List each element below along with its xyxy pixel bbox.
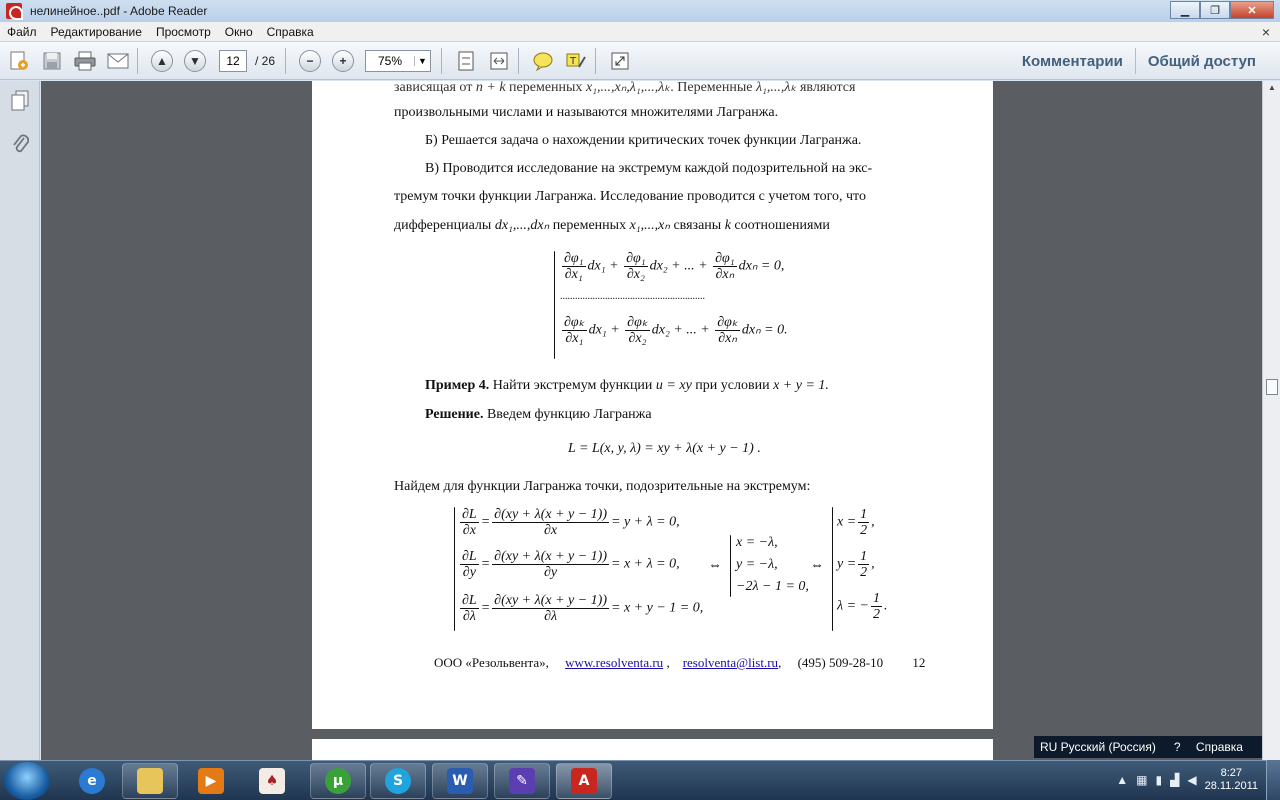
word-icon: W bbox=[447, 768, 473, 794]
next-pdf-page bbox=[312, 739, 993, 760]
maximize-button[interactable]: ❐ bbox=[1200, 1, 1230, 19]
lagrange-function: L = L(x, y, λ) = xy + λ(x + y − 1) . bbox=[568, 441, 761, 456]
plus-icon: + bbox=[332, 50, 354, 72]
equation-brace bbox=[730, 535, 731, 597]
navigation-pane bbox=[0, 81, 40, 760]
solution-x: x = $\frac{1}{2}$ , bbox=[837, 507, 875, 538]
print-icon[interactable] bbox=[71, 47, 99, 75]
comments-button[interactable]: Комментарии bbox=[1021, 52, 1123, 70]
fit-page-icon[interactable] bbox=[452, 47, 480, 75]
prev-page-button[interactable] bbox=[148, 47, 176, 75]
menu-window[interactable]: Окно bbox=[224, 24, 253, 39]
scroll-up-icon[interactable]: ▲ bbox=[1268, 83, 1276, 92]
help-icon: ? bbox=[1173, 740, 1181, 754]
clock-time: 8:27 bbox=[1220, 767, 1242, 779]
page-total: / 26 bbox=[255, 53, 276, 68]
taskbar-app-ie[interactable] bbox=[64, 763, 120, 799]
utorrent-icon: µ bbox=[325, 768, 351, 794]
text-line: произвольными числами и называются множителями Лагранжа. bbox=[394, 105, 779, 120]
solution-y: y = $\frac{1}{2}$ , bbox=[837, 549, 875, 580]
menu-bar bbox=[0, 22, 1280, 42]
window-controls bbox=[1170, 1, 1274, 19]
partial-derivative-lambda: $\frac{\partial L}{\partial\lambda}$ = $\frac{\partial(xy + \lambda(x + y - 1))}{\partial\lambda}$ = x + y − 1 = 0, bbox=[462, 593, 704, 624]
example-line: Пример 4. Найти экстремум функции u = xy при условии x + y = 1. bbox=[425, 378, 829, 393]
toolbar-divider bbox=[441, 48, 442, 74]
text-line: Б) Решается задача о нахождении критических точек функции Лагранжа. bbox=[425, 133, 862, 148]
equivalence-symbol: ⇔ bbox=[810, 558, 824, 573]
equation-brace bbox=[554, 251, 555, 359]
read-mode-icon[interactable] bbox=[606, 47, 634, 75]
minus-icon: − bbox=[299, 50, 321, 72]
toolbar-divider bbox=[137, 48, 138, 74]
menu-edit[interactable]: Редактирование bbox=[50, 24, 142, 39]
toolbar-right bbox=[1010, 42, 1268, 80]
taskbar-app-notepad[interactable] bbox=[494, 763, 550, 799]
partial-derivative-y: $\frac{\partial L}{\partial y}$ = $\frac{\partial(xy + \lambda(x + y - 1))}{\partial y}$ = x + λ = 0, bbox=[462, 549, 680, 580]
skype-icon: S bbox=[385, 768, 411, 794]
cards-icon: ♠ bbox=[259, 768, 285, 794]
media-player-icon: ▶ bbox=[198, 768, 224, 794]
ellipsis-row: .......................................................... bbox=[560, 291, 705, 302]
minimize-button[interactable]: ▁ bbox=[1170, 1, 1200, 19]
arrow-up-icon: ▲ bbox=[151, 50, 173, 72]
close-document-icon[interactable]: × bbox=[1261, 24, 1270, 40]
pdf-page bbox=[312, 81, 993, 729]
vertical-scrollbar[interactable] bbox=[1262, 81, 1280, 760]
internet-explorer-icon: e bbox=[79, 768, 105, 794]
show-desktop-button[interactable] bbox=[1266, 760, 1280, 800]
network-icon[interactable]: ▦ bbox=[1136, 773, 1148, 787]
equation-brace bbox=[832, 507, 833, 631]
save-icon[interactable] bbox=[38, 47, 66, 75]
next-page-button[interactable] bbox=[181, 47, 209, 75]
folder-icon bbox=[137, 768, 163, 794]
taskbar-app-adobe-reader[interactable] bbox=[556, 763, 612, 799]
toolbar-divider bbox=[595, 48, 596, 74]
svg-text:T: T bbox=[570, 55, 577, 67]
language-indicator[interactable]: RU Русский (Россия) bbox=[1040, 740, 1156, 754]
pen-icon: ✎ bbox=[509, 768, 535, 794]
system-line: y = −λ, bbox=[736, 557, 778, 572]
clock-date: 28.11.2011 bbox=[1204, 780, 1258, 792]
text-line: Найдем для функции Лагранжа точки, подозрительные на экстремум: bbox=[394, 479, 811, 494]
page-number: 12 bbox=[912, 655, 926, 670]
site-link[interactable]: www.resolventa.ru bbox=[565, 655, 664, 670]
equation-brace bbox=[454, 507, 455, 631]
language-bar bbox=[1034, 736, 1262, 758]
start-button[interactable] bbox=[4, 762, 50, 800]
tray-expand-icon[interactable]: ▲ bbox=[1116, 773, 1129, 787]
zoom-out-button[interactable] bbox=[296, 47, 324, 75]
system-line: −2λ − 1 = 0, bbox=[736, 579, 809, 594]
text-line: В) Проводится исследование на экстремум каждой подозрительной на экс- bbox=[425, 161, 873, 176]
title-bar bbox=[0, 0, 1280, 22]
partial-derivative-x: $\frac{\partial L}{\partial x}$ = $\frac{\partial(xy + \lambda(x + y - 1))}{\partial x}$ = y + λ = 0, bbox=[462, 507, 680, 538]
help-button[interactable]: ? Справка bbox=[1162, 740, 1255, 754]
taskbar-app-game[interactable] bbox=[244, 763, 300, 799]
taskbar-app-skype[interactable] bbox=[370, 763, 426, 799]
taskbar-app-word[interactable] bbox=[432, 763, 488, 799]
signal-icon[interactable]: ▟ bbox=[1170, 773, 1180, 787]
create-pdf-icon[interactable] bbox=[5, 47, 33, 75]
adobe-reader-icon bbox=[6, 3, 22, 19]
clock[interactable] bbox=[1205, 767, 1258, 793]
solution-lambda: λ = − $\frac{1}{2}$ . bbox=[837, 591, 888, 622]
text-line: тремум точки функции Лагранжа. Исследование проводится с учетом того, что bbox=[394, 189, 866, 204]
taskbar-app-media-player[interactable] bbox=[183, 763, 239, 799]
document-area[interactable] bbox=[41, 81, 1262, 760]
solution-line: Решение. Введем функцию Лагранжа bbox=[425, 407, 652, 422]
constraint-equation-k: $\frac{\text{∂φₖ}}{\text{∂x₁}}$ dx₁ + $\frac{\text{∂φₖ}}{\text{∂x₂}}$ dx₂ + ... + $\frac{\text{∂φₖ}}{\text{∂xₙ}}$ dxₙ = 0. bbox=[564, 315, 788, 346]
system-tray bbox=[1116, 760, 1280, 800]
text-line: зависящая от n + k переменных x₁,...,xₙ,λ₁,...,λₖ. Переменные λ₁,...,λₖ являются bbox=[394, 81, 856, 95]
toolbar-divider bbox=[285, 48, 286, 74]
scrollbar-thumb[interactable] bbox=[1266, 379, 1278, 395]
comment-icon[interactable] bbox=[529, 47, 557, 75]
constraint-equation-1: $\frac{\text{∂φ₁}}{\text{∂x₁}}$ dx₁ + $\frac{\text{∂φ₁}}{\text{∂x₂}}$ dx₂ + ... + $\frac{\text{∂φ₁}}{\text{∂xₙ}}$ dxₙ = 0, bbox=[564, 251, 785, 282]
taskbar-app-explorer[interactable] bbox=[122, 763, 178, 799]
arrow-down-icon: ▼ bbox=[184, 50, 206, 72]
taskbar-app-utorrent[interactable] bbox=[310, 763, 366, 799]
menu-file[interactable]: Файл bbox=[7, 24, 37, 39]
email-icon[interactable] bbox=[104, 47, 132, 75]
page-footer: ООО «Резольвента», www.resolventa.ru , resolventa@list.ru, (495) 509-28-10 12 bbox=[434, 655, 926, 670]
adobe-reader-icon: A bbox=[571, 768, 597, 794]
taskbar bbox=[0, 760, 1280, 800]
menu-help[interactable]: Справка bbox=[266, 24, 314, 39]
system-line: x = −λ, bbox=[736, 535, 778, 550]
window-title: нелинейное..pdf - Adobe Reader bbox=[30, 4, 208, 18]
text-line: дифференциалы dx₁,...,dxₙ переменных x₁,...,xₙ связаны k соотношениями bbox=[394, 218, 830, 233]
fit-width-icon[interactable] bbox=[485, 47, 513, 75]
close-button[interactable]: ✕ bbox=[1230, 1, 1274, 19]
attachments-icon[interactable] bbox=[8, 131, 32, 155]
battery-icon[interactable]: ▮ bbox=[1155, 773, 1163, 787]
toolbar bbox=[0, 42, 1280, 80]
volume-icon[interactable]: ◀ bbox=[1187, 773, 1197, 787]
menu-view[interactable]: Просмотр bbox=[155, 24, 211, 39]
page-number-input[interactable]: 12 bbox=[219, 50, 247, 72]
zoom-in-button[interactable] bbox=[329, 47, 357, 75]
email-link[interactable]: resolventa@list.ru bbox=[682, 655, 779, 670]
zoom-value: 75% bbox=[378, 53, 403, 68]
pages-icon[interactable] bbox=[8, 89, 32, 113]
highlight-icon[interactable] bbox=[562, 47, 590, 75]
zoom-select[interactable] bbox=[365, 50, 431, 72]
toolbar-divider bbox=[518, 48, 519, 74]
equivalence-symbol: ⇔ bbox=[708, 558, 722, 573]
share-button[interactable]: Общий доступ bbox=[1147, 52, 1256, 70]
chevron-down-icon: ▼ bbox=[414, 56, 430, 66]
